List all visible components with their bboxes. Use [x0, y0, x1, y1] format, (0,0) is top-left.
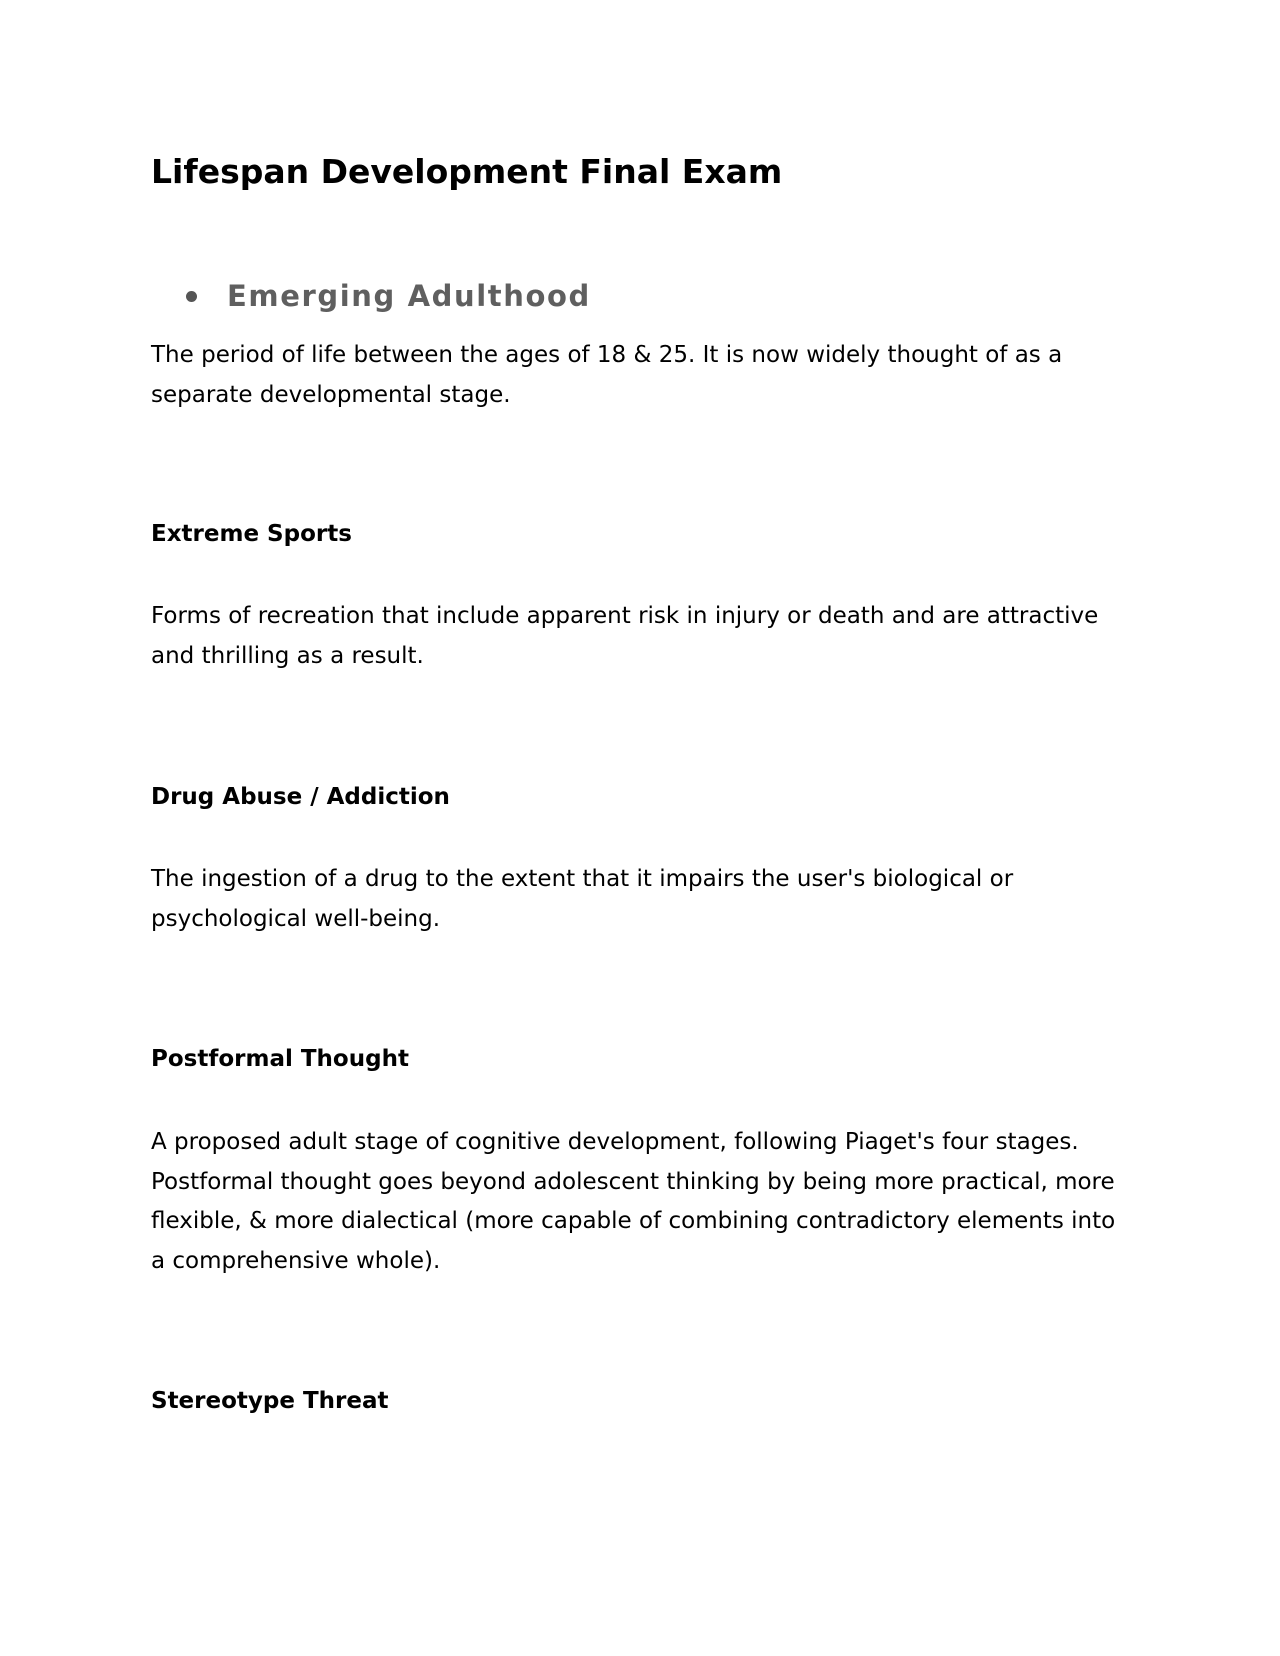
section-bullet-item [186, 274, 591, 318]
term-definition: Forms of recreation that include apparent risk in injury or death and are attractive and thrilling as a result. [151, 603, 1099, 669]
document-title: Lifespan Development Final Exam [151, 152, 783, 191]
term-heading: Extreme Sports [151, 521, 352, 547]
bullet-icon [186, 291, 197, 302]
section-definition: The period of life between the ages of 18 & 25. It is now widely thought of as a separate developmental stage. [151, 342, 1063, 408]
term-definition: A proposed adult stage of cognitive development, following Piaget's four stages. Postformal thought goes beyond adolescent thinking by being more practical, more flexible, & more dialectical (more capable of combining contradictory elements into a comprehensive whole). [151, 1129, 1116, 1274]
term-definition: The ingestion of a drug to the extent that it impairs the user's biological or psychological well-being. [151, 866, 1014, 932]
section-heading: Emerging Adulthood [227, 279, 591, 313]
term-heading: Stereotype Threat [151, 1388, 389, 1414]
term-heading: Drug Abuse / Addiction [151, 784, 450, 810]
term-heading: Postformal Thought [151, 1046, 409, 1072]
